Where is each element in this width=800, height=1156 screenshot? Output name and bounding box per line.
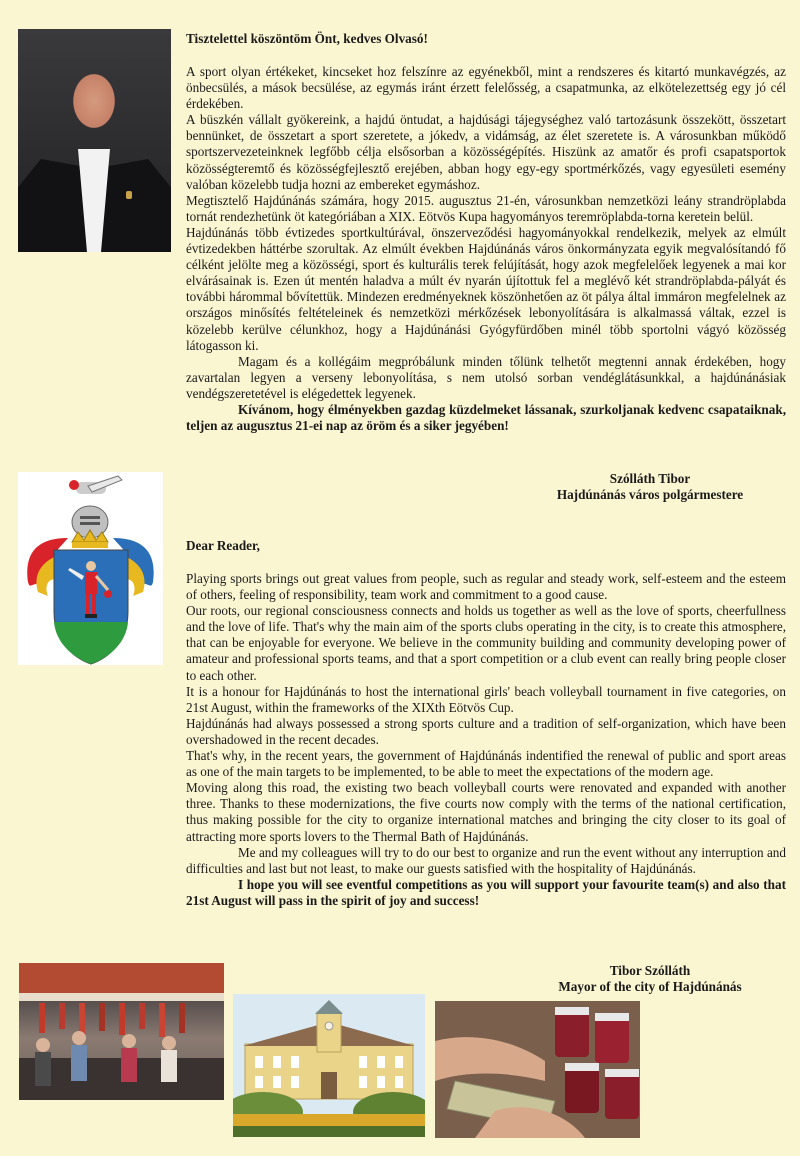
mayor-portrait-photo bbox=[18, 29, 171, 252]
hungarian-closing-wish: Kívánom, hogy élményekben gazdag küzdelmeket lássanak, szurkoljanak kedvenc csapataiknak, teljen az augusztus 21-ei nap az öröm és a siker jegyében! bbox=[186, 401, 786, 434]
coat-of-arms-svg bbox=[18, 472, 163, 665]
town-hall-photo bbox=[233, 994, 425, 1137]
signature-name: Szólláth Tibor bbox=[609, 471, 691, 486]
hungarian-paragraph: A sport olyan értékeket, kincseket hoz felszínre az egyénekből, mint a rendszeres és kitartó munkavégzés, az önbecsülés, a mások becsülése, az egymás iránt érzett felelősség, a csapatmunka, az elkötelezettség egy jó cél érdekében. bbox=[186, 64, 786, 112]
jam-jars-photo bbox=[435, 1001, 640, 1138]
signature-name: Tibor Szólláth bbox=[609, 963, 691, 978]
hungarian-letter bbox=[186, 31, 786, 434]
hungarian-signature bbox=[520, 471, 780, 503]
english-indented-paragraph: Me and my colleagues will try to do our best to organize and run the event without any interruption and difficulties and last but not least, to make our guests satisfied with the hospitality of Hajdúnánás. bbox=[186, 844, 786, 876]
english-paragraph: Moving along this road, the existing two beach volleyball courts were renovated and expanded with another three. Thanks to these modernizations, the five courts now comply with the terms of the national certification, thus making possible for the city to organize international matches and bringing the city closer to its goal of attracting more sports lovers to the Thermal Bath of Hajdúnánás. bbox=[186, 780, 786, 844]
lapel-pin bbox=[126, 191, 132, 199]
hungarian-greeting: Tisztelettel köszöntöm Önt, kedves Olvasó! bbox=[186, 31, 428, 46]
english-signature bbox=[520, 963, 780, 995]
english-paragraph: That's why, in the recent years, the government of Hajdúnánás indentified the renewal of public and sport areas as one of the main targets to be implemented, to be able to meet the expectations of the modern age. bbox=[186, 748, 786, 780]
signature-title: Mayor of the city of Hajdúnánás bbox=[558, 979, 742, 994]
english-paragraph: Hajdúnánás had always possessed a strong sports culture and a tradition of self-organization, which have been overshadowed in the recent decades. bbox=[186, 715, 786, 747]
jam-scene-svg bbox=[435, 1001, 640, 1138]
english-greeting: Dear Reader, bbox=[186, 538, 260, 553]
english-paragraph: It is a honour for Hajdúnánás to host the international girls' beach volleyball tournament in five categories, on 21st August, within the frameworks of the XIXth Eötvös Cup. bbox=[186, 683, 786, 715]
signature-title: Hajdúnánás város polgármestere bbox=[556, 487, 744, 502]
english-closing-wish: I hope you will see eventful competitions as you will support your favourite team(s) and also that 21st August will pass in the spirit of joy and success! bbox=[186, 876, 786, 908]
coat-of-arms-image bbox=[18, 472, 163, 665]
building-scene-svg bbox=[233, 994, 425, 1137]
english-paragraph: Our roots, our regional consciousness connects and holds us together as well as the love of sports, cheerfullness and the love of life. That's why the main aim of the sports clubs operating in the city, is to create this atmosphere, that can be enjoyable for everyone. We believe in the community building and community developing power of amateur and professional sports teams, and that a sport competition or a club event can really bring people closer to each other. bbox=[186, 603, 786, 683]
market-stall-photo bbox=[19, 963, 224, 1100]
english-paragraph: Playing sports brings out great values from people, such as regular and steady work, self-esteem and the esteem of others, feeling of responsibility, team work and commitment to a good cause. bbox=[186, 571, 786, 603]
market-scene-svg bbox=[19, 963, 224, 1100]
hungarian-indented-paragraph: Magam és a kollégáim megpróbálunk minden tőlünk telhetőt megtenni annak érdekében, hogy zavartalan legyen a verseny lebonyolítása, s nem utolsó sorban vendéglátásunkkal, a hajdúnánásiak vendégszeretetével is elégedettek legyenek. bbox=[186, 353, 786, 401]
hungarian-paragraph: Megtisztelő Hajdúnánás számára, hogy 2015. augusztus 21-én, városunkban nemzetközi leány strandröplabda tornát rendezhetünk öt kategóriában a XIX. Eötvös Kupa hagyományos teremröplabda-torna keretein belül. bbox=[186, 192, 786, 224]
english-letter bbox=[186, 538, 786, 909]
hungarian-paragraph: Hajdúnánás több évtizedes sportkultúrával, önszerveződési hagyományokkal rendelkezik, melyek az elmúlt évtizedekben háttérbe szorultak. Az elmúlt években Hajdúnánás város önkormányzata egyik megvalósítandó fő célként jelölte meg a közösségi, sport és kulturális terek felújítását, hogy azok megfelelőek legyenek a mai kor elvárásainak is. Ezen út mentén haladva a múlt év nyarán újítottuk fel a meglévő két strandröplabda-pályát és további hárommal bővítettük. Mindezen eredményeknek köszönhetően az öt pálya által immáron megfelelnek az országos minősítés feltételeinek és nemzetközi mérkőzések lebonyolítására is alkalmassá váltak, ezzel is közelebb kerülve célunkhoz, hogy a Hajdúnánási Gyógyfürdőben minél több sportolni vágyó közösség látogasson ki. bbox=[186, 224, 786, 353]
hungarian-paragraph: A büszkén vállalt gyökereink, a hajdú öntudat, a hajdúsági tájegységhez való tartozásunk összekött, összetart bennünket, de összetart a sport szeretete, a jókedv, a vidámság, az élet szeretete is. A városunkban működő sportszervezeteinknek legfőbb célja elsősorban a közösségépítés. Hiszünk az amatőr és profi csapatsportok közösségteremtő és közösségfejlesztő erejében, abban hogy egy-egy sportmérkőzés, vagy egyesületi esemény valóban közelebb tudja hozni az embereket egymáshoz. bbox=[186, 112, 786, 192]
